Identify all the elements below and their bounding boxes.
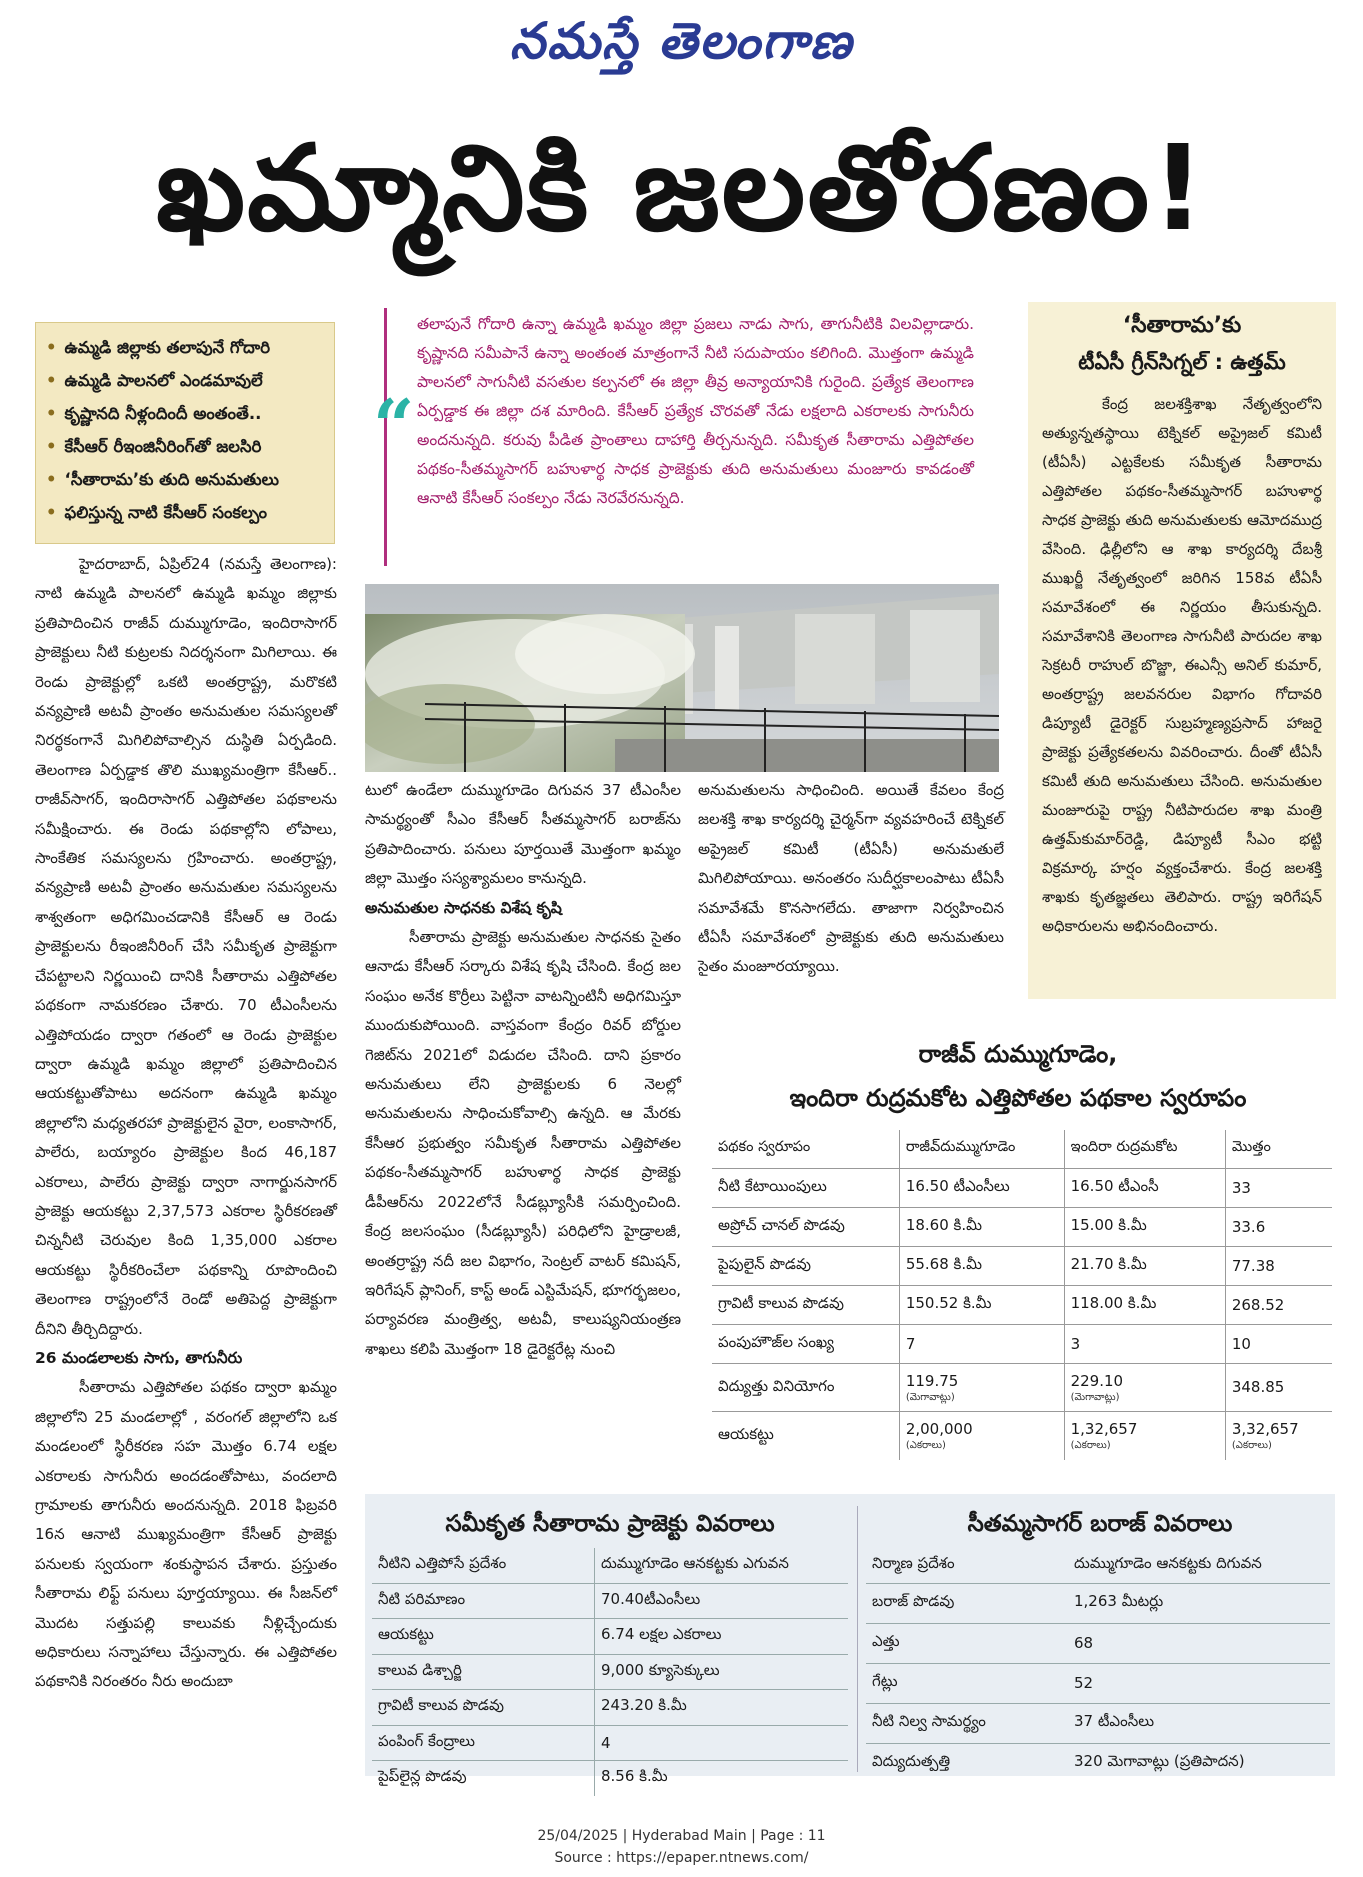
table-row xyxy=(712,1247,1332,1286)
scheme-table xyxy=(712,1130,1332,1460)
table-cell: నీటి నిల్వ సామర్థ్యం xyxy=(866,1703,1068,1743)
table-cell xyxy=(1064,1286,1225,1325)
table-cell: 52 xyxy=(1068,1663,1330,1703)
highlight-item: • కృష్ణానది నీళ్లందిందీ అంతంతే.. xyxy=(46,397,324,430)
table-cell xyxy=(899,1286,1064,1325)
table-cell xyxy=(1064,1364,1225,1412)
cell-unit: (ఎకరాలు) xyxy=(905,1439,946,1451)
table-row xyxy=(866,1743,1330,1783)
table-cell xyxy=(899,1208,1064,1247)
table-row xyxy=(372,1548,848,1583)
article-paragraph: అనుమతులను సాధించింది. అయితే కేవలం కేంద్ర జలశక్తి శాఖ కార్యదర్శి చైర్మన్‌గా వ్యవహరించే టెక్నికల్‌ అప్రైజల్‌ కమిటీ (టీఏసీ) అనుమతులే మిగిలిపోయాయి. అనంతరం సుదీర్ఘకాలంపాటు టీఏసీ సమావేశమే కొనసాగలేదు. తాజాగా నిర్వహించిన టీఏసీ సమావేశంలో ప్రాజెక్టుకు తుది అనుమతులు సైతం మంజూరయ్యాయి. xyxy=(698,781,1004,976)
table-cell xyxy=(899,1325,1064,1364)
highlight-item: • ‘సీతారామ’కు తుది అనుమతులు xyxy=(46,463,324,496)
table-cell: నీటిని ఎత్తిపోసే ప్రదేశం xyxy=(372,1548,595,1583)
highlights-box xyxy=(35,322,335,544)
table-row xyxy=(372,1583,848,1619)
table-cell: అప్రోచ్‌ చానల్‌ పొడవు xyxy=(712,1208,899,1247)
barrage-photo xyxy=(365,584,999,772)
table-cell xyxy=(899,1169,1064,1208)
page-footer-source[interactable]: Source : https://epaper.ntnews.com/ xyxy=(554,1850,809,1866)
cell-value: 16.50 టీఎంసీలు xyxy=(905,1177,1010,1195)
scheme-table-title-line1: రాజీవ్‌ దుమ్ముగూడెం, xyxy=(918,1040,1118,1068)
article-paragraph: సీతారామ ప్రాజెక్టు అనుమతుల సాధనకు సైతం ఆనాడు కేసీఆర్‌ సర్కారు విశేష కృషి చేసింది. కేంద్ర జల సంఘం అనేక కొర్రీలు పెట్టినా వాటన్నింటినీ అధిగమిస్తూ ముందుకుపోయింది. వాస్తవంగా కేంద్రం రివర్‌ బోర్డుల గెజిట్‌ను 2021లో విడుదల చేసింది. దాని ప్రకారం అనుమతులు లేని ప్రాజెక్టులకు 6 నెలల్లో అనుమతులను సాధించుకోవాల్సి ఉన్నది. ఆ మేరకు కేసీఆర ప్రభుత్వం సమీకృత సీతారామ ఎత్తిపోతల పథకం-సీతమ్మసాగర్‌ బహుళార్థ సాధక ప్రాజెక్టు డీపీఆర్‌ను 2022లోనే సీడబ్ల్యూసీకి సమర్పించింది. కేంద్ర జలసంఘం (సీడబ్ల్యూసీ) పరిధిలోని హైడ్రాలజీ, అంతర్రాష్ట్ర నదీ జల విభాగం, సెంట్రల్‌ వాటర్‌ కమిషన్‌, ఇరిగేషన్‌ ప్లానింగ్‌, కాస్ట్‌ అండ్‌ ఎస్టిమేషన్‌, భూగర్భజలం, పర్యావరణ మంత్రిత్వ, అటవీ, కాలుష్యనియంత్రణ శాఖలు కలిపి మొత్తంగా 18 డైరెక్టరేట్ల నుంచి xyxy=(365,928,681,1358)
table-cell xyxy=(1225,1412,1332,1460)
barrage-image xyxy=(365,584,999,772)
table-header-cell: రాజీవ్‌దుమ్ముగూడెం xyxy=(899,1130,1064,1169)
cell-value: 150.52 కి.మీ xyxy=(905,1294,992,1312)
cell-value: 268.52 xyxy=(1231,1296,1285,1314)
table-cell xyxy=(1225,1247,1332,1286)
cell-value: 16.50 టీఎంసీ xyxy=(1070,1177,1159,1195)
table-row xyxy=(866,1703,1330,1743)
table-row xyxy=(372,1690,848,1726)
table-cell: 37 టీఎంసీలు xyxy=(1068,1703,1330,1743)
cell-value: 15.00 కి.మీ xyxy=(1070,1216,1147,1234)
table-cell: 4 xyxy=(595,1725,849,1761)
cell-value: 7 xyxy=(905,1335,916,1353)
sitammasagar-table xyxy=(866,1548,1330,1783)
table-cell xyxy=(1225,1286,1332,1325)
masthead-logo: నమస్తే తెలంగాణ xyxy=(509,11,854,70)
article-paragraph: హైదరాబాద్‌, ఏప్రిల్‌24 (నమస్తే తెలంగాణ): నాటి ఉమ్మడి పాలనలో ఉమ్మడి ఖమ్మం జిల్లాకు ప్రతిపాదించిన రాజీవ్‌ దుమ్ముగూడెం, ఇందిరాసాగర్‌ ప్రాజెక్టులు నీటి కుట్రలకు నిదర్శనంగా మిగిలాయి. ఈ రెండు ప్రాజెక్టుల్లో ఒకటి అంతర్రాష్ట్ర, మరొకటి వన్యప్రాణి అటవీ ప్రాంతం అనుమతుల సమస్యలతో నిరర్థకంగానే మిగిలిపోవాల్సిన దుస్థితి ఏర్పడింది. తెలంగాణ ఏర్పడ్డాక తొలి ముఖ్యమంత్రిగా కేసీఆర్‌.. రాజీవ్‌సాగర్‌, ఇందిరాసాగర్‌ ఎత్తిపోతల పథకాలను సమీక్షించారు. ఈ రెండు పథకాల్లోని లోపాలు, సాంకేతిక సమస్యలను గ్రహించారు. అంతర్రాష్ట్ర, వన్యప్రాణి అటవీ ప్రాంతం అనుమతుల సమస్యలను శాశ్వతంగా అధిగమించడానికి కేసీఆర్‌ ఆ రెండు ప్రాజెక్టులను రీఇంజినీరింగ్‌ చేసి సమీకృత ప్రాజెక్టుగా చేపట్టాలని నిర్ణయించి దానికి సీతారామ ఎత్తిపోతల పథకంగా నామకరణం చేశారు. 70 టీఎంసీలను ఎత్తిపోయడం ద్వారా గతంలో ఆ రెండు ప్రాజెక్టుల ద్వారా ఉమ్మడి ఖమ్మం జిల్లాలో ప్రతిపాదించిన ఆయకట్టుతోపాటు అదనంగా ఉమ్మడి ఖమ్మం జిల్లాలోని మధ్యతరహా ప్రాజెక్టులైన వైరా, లంకాసాగర్‌, పాలేరు, బయ్యారం ప్రాజెక్టుల కింద 46,187 ఎకరాలు, పాలేరు ప్రాజెక్టు ద్వారా నాగార్జునసాగర్‌ ప్రాజెక్టు ఆయకట్టు 2,37,573 ఎకరాల స్థిరీకరణతో చిన్ననీటి చెరువుల కింది 1,35,000 ఎకరాల ఆయకట్టు స్థిరీకరించేలా పథకాన్ని రూపొందించి తెలంగాణ రాష్ట్రంలోనే రెండో అతిపెద్ద ప్రాజెక్టుగా దీనిని తీర్చిదిద్దారు. xyxy=(35,555,337,1338)
quote-icon: “ xyxy=(373,383,415,468)
table-row xyxy=(712,1169,1332,1208)
cell-value: 1,32,657 xyxy=(1070,1419,1138,1438)
article-paragraph: సీతారామ ఎత్తిపోతల పథకం ద్వారా ఖమ్మం జిల్లాలోని 25 మండలాల్లో , వరంగల్‌ జిల్లాలోని ఒక మండలంలో స్థిరీకరణ సహ మొత్తం 6.74 లక్షల ఎకరాలకు సాగునీరు అందడంతోపాటు, వందలాది గ్రామాలకు తాగునీరు అందనున్నది. 2018 ఫిబ్రవరి 16న ఆనాటి ముఖ్యమంత్రిగా కేసీఆర్‌ ప్రాజెక్టు పనులకు స్వయంగా శంకుస్థాపన చేశారు. ప్రస్తుతం సీతారామ లిఫ్ట్‌ పనులు పూర్తయ్యాయి. ఈ సీజన్‌లో మొదట సత్తుపల్లి కాలువకు నీళ్లిచ్చేందుకు అధికారులు సన్నాహాలు చేస్తున్నారు. ఈ ఎత్తిపోతల పథకానికి నిరంతరం నీరు అందుబా xyxy=(35,1378,337,1691)
table-cell: పంపుహౌజ్‌ల సంఖ్య xyxy=(712,1325,899,1364)
table-row xyxy=(712,1325,1332,1364)
table-row xyxy=(712,1412,1332,1460)
table-cell: పైప్‌లైన్ల పొడవు xyxy=(372,1761,595,1796)
cell-unit: (ఎకరాలు) xyxy=(1231,1439,1272,1451)
scheme-table-title xyxy=(700,1032,1336,1122)
table-cell: 320 మెగావాట్లు (ప్రతిపాదన) xyxy=(1074,1752,1245,1771)
cell-value: 119.75 xyxy=(905,1371,959,1390)
cell-value: 10 xyxy=(1231,1335,1251,1353)
highlight-item: • ఉమ్మడి జిల్లాకు తలాపునే గోదారి xyxy=(46,331,324,364)
table-cell xyxy=(1064,1208,1225,1247)
table-cell: 9,000 క్యూసెక్కులు xyxy=(595,1654,849,1690)
cell-value: 33 xyxy=(1231,1179,1251,1197)
table-cell: విద్యుత్తు వినియోగం xyxy=(712,1364,899,1412)
table-cell: కాలువ డిశ్చార్జి xyxy=(372,1654,595,1690)
table-cell: 68 xyxy=(1068,1623,1330,1663)
table-header-row xyxy=(712,1130,1332,1169)
table-cell xyxy=(899,1247,1064,1286)
table-row xyxy=(866,1583,1330,1623)
table-cell: ఎత్తు xyxy=(866,1623,1068,1663)
table-cell: నీటి కేటాయింపులు xyxy=(712,1169,899,1208)
table-cell: 8.56 కి.మీ xyxy=(601,1767,668,1786)
page-footer-date: 25/04/2025 | Hyderabad Main | Page : 11 xyxy=(537,1828,826,1844)
table-row xyxy=(866,1663,1330,1703)
table-header-cell: పథకం స్వరూపం xyxy=(712,1130,899,1169)
table-cell: నీటి పరిమాణం xyxy=(372,1583,595,1619)
article-column-1 xyxy=(35,550,337,1691)
cell-unit: (మెగావాట్లు) xyxy=(1070,1391,1120,1403)
sitammasagar-table-title: సీతమ్మసాగర్‌ బరాజ్‌ వివరాలు xyxy=(967,1511,1233,1537)
table-cell: పైపులైన్‌ పొడవు xyxy=(712,1247,899,1286)
article-column-2 xyxy=(365,776,681,1486)
table-row xyxy=(712,1364,1332,1412)
sidebar-body: కేంద్ర జలశక్తిశాఖ నేతృత్వంలోని అత్యున్నతస్థాయి టెక్నికల్‌ అప్రైజల్‌ కమిటీ (టీఏసీ) ఎట్టకేలకు సమీకృత సీతారామ ఎత్తిపోతల పథకం-సీతమ్మసాగర్‌ బహుళార్థ సాధక ప్రాజెక్టు తుది అనుమతులకు ఆమోదముద్ర వేసింది. ఢిల్లీలోని ఆ శాఖ కార్యదర్శి దేబశ్రీ ముఖర్జీ నేతృత్వంలో జరిగిన 158వ టీఏసీ సమావేశంలో ఈ నిర్ణయం తీసుకున్నది. సమావేశానికి తెలంగాణ సాగునీటి పారుదల శాఖ సెక్రటరీ రాహుల్‌ బొజ్జా, ఈఎన్సీ అనిల్‌ కుమార్‌, అంతర్రాష్ట్ర జలవనరుల విభాగం గోదావరి డిప్యూటీ డైరెక్టర్‌ సుబ్రహ్మణ్యప్రసాద్‌ హాజరై ప్రాజెక్టు ప్రత్యేకతలను వివరించారు. దీంతో టీఏసీ కమిటీ తుది అనుమతులు చేసింది. అనుమతుల మంజూరుపై రాష్ట్ర నీటిపారుదల శాఖ మంత్రి ఉత్తమ్‌కుమార్‌రెడ్డి, డిప్యూటీ సీఎం భట్టి విక్రమార్క హర్షం వ్యక్తంచేశారు. కేంద్ర జలశక్తి శాఖకు కృతజ్ఞతలు తెలిపారు. రాష్ట్ర ఇరిగేషన్‌ అధికారులను అభినందించారు. xyxy=(1042,395,1322,935)
table-cell: 70.40టీఎంసీలు xyxy=(595,1583,849,1619)
cell-value: 3,32,657 xyxy=(1231,1419,1299,1438)
table-cell: పంపింగ్‌ కేంద్రాలు xyxy=(372,1725,595,1761)
cell-value: 18.60 కి.మీ xyxy=(905,1216,982,1234)
table-cell: గ్రావిటీ కాలువ పొడవు xyxy=(712,1286,899,1325)
table-row xyxy=(712,1286,1332,1325)
table-header-cell: మొత్తం xyxy=(1225,1130,1332,1169)
sidebar-story xyxy=(1028,302,1336,999)
table-row xyxy=(372,1725,848,1761)
highlight-item: • ఉమ్మడి పాలనలో ఎండమావులే xyxy=(46,364,324,397)
table-cell: గేట్లు xyxy=(866,1663,1068,1703)
table-cell: బరాజ్‌ పొడవు xyxy=(866,1583,1068,1623)
table-cell xyxy=(899,1412,1064,1460)
table-cell: ఆయకట్టు xyxy=(712,1412,899,1460)
cell-value: 118.00 కి.మీ xyxy=(1070,1294,1157,1312)
table-cell xyxy=(899,1364,1064,1412)
headline: ఖమ్మానికి జలతోరణం! xyxy=(156,119,1207,257)
sitarama-table-title: సమీకృత సీతారామ ప్రాజెక్టు వివరాలు xyxy=(445,1511,775,1537)
cell-value: 3 xyxy=(1070,1335,1081,1353)
cell-unit: (ఎకరాలు) xyxy=(1070,1439,1111,1451)
table-cell: 6.74 లక్షల ఎకరాలు xyxy=(595,1619,849,1655)
table-cell xyxy=(1064,1412,1225,1460)
sidebar-title-line2: టీఏసీ గ్రీన్‌సిగ్నల్‌ : ఉత్తమ్‌ xyxy=(1078,350,1286,374)
scheme-table-title-line2: ఇందిరా రుద్రమకోట ఎత్తిపోతల పథకాల స్వరూపం xyxy=(789,1084,1247,1112)
cell-value: 348.85 xyxy=(1231,1377,1285,1396)
table-cell xyxy=(1064,1247,1225,1286)
table-cell: విద్యుదుత్పత్తి xyxy=(872,1752,951,1771)
article-subheading: 26 మండలాలకు సాగు, తాగునీరు xyxy=(35,1348,243,1367)
table-header-cell: ఇందిరా రుద్రమకోట xyxy=(1064,1130,1225,1169)
table-row xyxy=(372,1761,848,1796)
cell-value: 77.38 xyxy=(1231,1257,1275,1275)
sitarama-table xyxy=(372,1548,848,1796)
table-cell xyxy=(1225,1169,1332,1208)
table-cell xyxy=(1064,1325,1225,1364)
table-divider xyxy=(857,1506,858,1772)
table-row xyxy=(372,1654,848,1690)
table-cell: నిర్మాణ ప్రదేశం xyxy=(866,1548,1068,1583)
highlight-item: • ఫలిస్తున్న నాటి కేసీఆర్‌ సంకల్పం xyxy=(46,496,324,529)
table-row xyxy=(372,1619,848,1655)
table-row xyxy=(712,1208,1332,1247)
table-cell: దుమ్ముగూడెం ఆనకట్టకు దిగువన xyxy=(1068,1548,1330,1583)
table-cell xyxy=(1225,1208,1332,1247)
cell-value: 55.68 కి.మీ xyxy=(905,1255,982,1273)
table-cell: 243.20 కి.మీ xyxy=(595,1690,849,1726)
table-cell xyxy=(1064,1169,1225,1208)
table-row xyxy=(866,1623,1330,1663)
cell-value: 33.6 xyxy=(1231,1218,1266,1236)
cell-unit: (మెగావాట్లు) xyxy=(905,1391,955,1403)
table-cell: 1,263 మీటర్లు xyxy=(1068,1583,1330,1623)
lead-quote: తలాపునే గోదారి ఉన్నా ఉమ్మడి ఖమ్మం జిల్లా ప్రజలు నాడు సాగు, తాగునీటికి విలవిల్లాడారు. కృష్ణానది సమీపానే ఉన్నా అంతంత మాత్రంగానే నీటి సదుపాయం కలిగింది. మొత్తంగా ఉమ్మడి పాలనలో సాగునీటి వసతుల కల్పనలో ఈ జిల్లా తీవ్ర అన్యాయానికి గురైంది. ప్రత్యేక తెలంగాణ ఏర్పడ్డాక ఈ జిల్లా దశ మారింది. కేసీఆర్‌ ప్రత్యేక చొరవతో నేడు లక్షలాది ఎకరాలకు సాగునీరు అందనున్నది. కరువు పీడిత ప్రాంతాలు దాహార్తి తీర్చనున్నది. సమీకృత సీతారామ ఎత్తిపోతల పథకం-సీతమ్మసాగర్‌ బహుళార్థ సాధక ప్రాజెక్టుకు తుది అనుమతులు మంజూరు కావడంతో ఆనాటి కేసీఆర్‌ సంకల్పం నేడు నెరవేరనున్నది. xyxy=(384,308,984,566)
table-cell xyxy=(1225,1325,1332,1364)
cell-value: 2,00,000 xyxy=(905,1419,973,1438)
table-row xyxy=(866,1548,1330,1583)
article-column-3 xyxy=(698,776,1004,1006)
table-cell xyxy=(1225,1364,1332,1412)
table-cell: ఆయకట్టు xyxy=(372,1619,595,1655)
sidebar-title-line1: ‘సీతారామ’కు xyxy=(1122,313,1242,338)
highlight-item: • కేసీఆర్‌ రీఇంజినీరింగ్‌తో జలసిరి xyxy=(46,430,324,463)
table-cell: దుమ్ముగూడెం ఆనకట్టకు ఎగువన xyxy=(595,1548,849,1583)
cell-value: 21.70 కి.మీ xyxy=(1070,1255,1147,1273)
cell-value: 229.10 xyxy=(1070,1371,1124,1390)
table-cell: గ్రావిటీ కాలువ పొడవు xyxy=(372,1690,595,1726)
article-paragraph: టులో ఉండేలా దుమ్ముగూడెం దిగువన 37 టీఎంసీల సామర్థ్యంతో సీఎం కేసీఆర్‌ సీతమ్మసాగర్‌ బరాజ్‌ను ప్రతిపాదించారు. పనులు పూర్తయితే మొత్తంగా ఖమ్మం జిల్లా మొత్తం సస్యశ్యామలం కానున్నది. xyxy=(365,781,681,888)
article-subheading: అనుమతుల సాధనకు విశేష కృషి xyxy=(365,898,562,917)
